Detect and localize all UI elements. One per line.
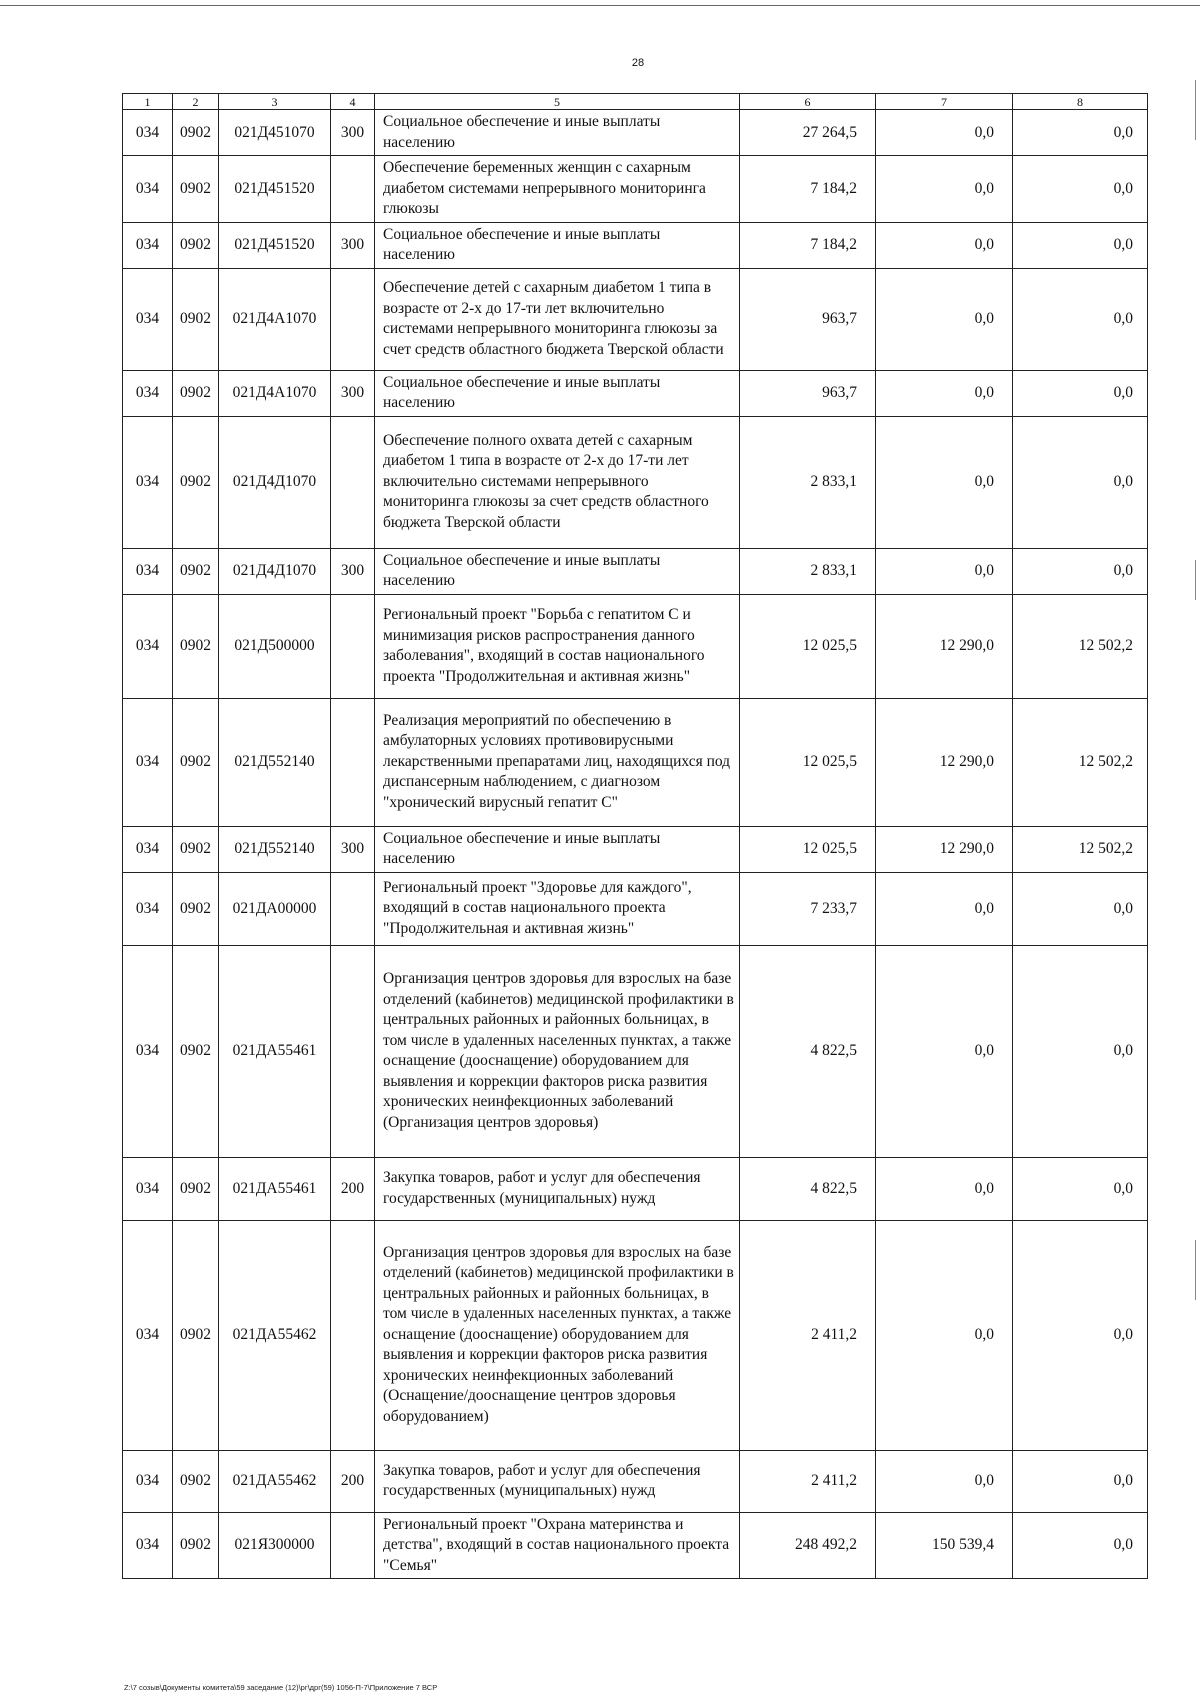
amount-col6-cell: 963,7 <box>740 268 876 370</box>
section-code-cell: 0902 <box>173 1220 219 1450</box>
section-code-cell: 0902 <box>173 222 219 268</box>
header-cell-5: 5 <box>375 94 740 110</box>
target-article-cell: 021ДА55461 <box>219 945 331 1157</box>
admin-code-cell: 034 <box>123 268 173 370</box>
amount-col6-cell: 4 822,5 <box>740 945 876 1157</box>
description-cell: Обеспечение полного охвата детей с сахарным диабетом 1 типа в возрасте от 2-х до 17-ти лет включительно системами непрерывного мониторинга глюкозы за счет средств областного бюджета Тверской области <box>375 416 740 548</box>
table-row <box>123 1512 1148 1579</box>
amount-col7-cell: 0,0 <box>876 1220 1013 1450</box>
admin-code-cell: 034 <box>123 1512 173 1579</box>
header-cell-1: 1 <box>123 94 173 110</box>
table-row <box>123 945 1148 1157</box>
target-article-cell: 021Д552140 <box>219 826 331 872</box>
table-row <box>123 222 1148 268</box>
expense-type-cell: 200 <box>331 1450 375 1512</box>
amount-col7-cell: 0,0 <box>876 945 1013 1157</box>
section-code-cell: 0902 <box>173 416 219 548</box>
section-code-cell: 0902 <box>173 594 219 698</box>
scan-edge-mark <box>1195 560 1196 600</box>
amount-col6-cell: 7 184,2 <box>740 222 876 268</box>
expense-type-cell: 300 <box>331 548 375 594</box>
expense-type-cell <box>331 872 375 945</box>
section-code-cell: 0902 <box>173 945 219 1157</box>
table-row <box>123 370 1148 416</box>
description-cell: Региональный проект "Здоровье для каждого", входящий в состав национального проекта "Продолжительная и активная жизнь" <box>375 872 740 945</box>
target-article-cell: 021ДА55461 <box>219 1157 331 1220</box>
description-cell: Закупка товаров, работ и услуг для обеспечения государственных (муниципальных) нужд <box>375 1450 740 1512</box>
amount-col8-cell: 0,0 <box>1013 156 1148 223</box>
admin-code-cell: 034 <box>123 872 173 945</box>
description-cell: Социальное обеспечение и иные выплаты населению <box>375 110 740 156</box>
expense-type-cell <box>331 945 375 1157</box>
amount-col8-cell: 0,0 <box>1013 222 1148 268</box>
amount-col6-cell: 2 411,2 <box>740 1450 876 1512</box>
table-row <box>123 156 1148 223</box>
admin-code-cell: 034 <box>123 1157 173 1220</box>
amount-col7-cell: 12 290,0 <box>876 826 1013 872</box>
admin-code-cell: 034 <box>123 416 173 548</box>
amount-col6-cell: 4 822,5 <box>740 1157 876 1220</box>
header-cell-3: 3 <box>219 94 331 110</box>
amount-col7-cell: 0,0 <box>876 222 1013 268</box>
section-code-cell: 0902 <box>173 826 219 872</box>
amount-col6-cell: 12 025,5 <box>740 698 876 826</box>
scan-edge-mark <box>1195 80 1196 140</box>
amount-col6-cell: 27 264,5 <box>740 110 876 156</box>
target-article-cell: 021Д451520 <box>219 222 331 268</box>
target-article-cell: 021Я300000 <box>219 1512 331 1579</box>
table-row <box>123 872 1148 945</box>
amount-col8-cell: 0,0 <box>1013 1220 1148 1450</box>
description-cell: Региональный проект "Борьба с гепатитом С и минимизация рисков распространения данного заболевания", входящий в состав национального проекта "Продолжительная и активная жизнь" <box>375 594 740 698</box>
admin-code-cell: 034 <box>123 222 173 268</box>
section-code-cell: 0902 <box>173 370 219 416</box>
description-cell: Реализация мероприятий по обеспечению в амбулаторных условиях противовирусными лекарственными препаратами лиц, находящихся под диспансерным наблюдением, с диагнозом "хронический вирусный гепатит С" <box>375 698 740 826</box>
target-article-cell: 021Д4А1070 <box>219 268 331 370</box>
amount-col8-cell: 0,0 <box>1013 1512 1148 1579</box>
description-cell: Организация центров здоровья для взрослых на базе отделений (кабинетов) медицинской профилактики в центральных районных и районных больницах, в том числе в удаленных населенных пунктах, а также оснащение (дооснащение) оборудованием для выявления и коррекции факторов риска развития хронических неинфекционных заболеваний (Организация центров здоровья) <box>375 945 740 1157</box>
expense-type-cell: 200 <box>331 1157 375 1220</box>
expense-type-cell: 300 <box>331 370 375 416</box>
amount-col6-cell: 2 833,1 <box>740 548 876 594</box>
description-cell: Региональный проект "Охрана материнства и детства", входящий в состав национального проекта "Семья" <box>375 1512 740 1579</box>
target-article-cell: 021Д4Д1070 <box>219 416 331 548</box>
target-article-cell: 021ДА55462 <box>219 1220 331 1450</box>
target-article-cell: 021Д451520 <box>219 156 331 223</box>
admin-code-cell: 034 <box>123 594 173 698</box>
amount-col8-cell: 12 502,2 <box>1013 594 1148 698</box>
amount-col7-cell: 0,0 <box>876 1450 1013 1512</box>
section-code-cell: 0902 <box>173 1512 219 1579</box>
amount-col8-cell: 0,0 <box>1013 872 1148 945</box>
target-article-cell: 021Д552140 <box>219 698 331 826</box>
amount-col7-cell: 0,0 <box>876 268 1013 370</box>
admin-code-cell: 034 <box>123 110 173 156</box>
table-row <box>123 1450 1148 1512</box>
amount-col6-cell: 2 411,2 <box>740 1220 876 1450</box>
amount-col8-cell: 0,0 <box>1013 548 1148 594</box>
amount-col8-cell: 12 502,2 <box>1013 826 1148 872</box>
section-code-cell: 0902 <box>173 156 219 223</box>
amount-col7-cell: 12 290,0 <box>876 698 1013 826</box>
header-cell-7: 7 <box>876 94 1013 110</box>
admin-code-cell: 034 <box>123 1220 173 1450</box>
table-row <box>123 268 1148 370</box>
admin-code-cell: 034 <box>123 1450 173 1512</box>
amount-col8-cell: 0,0 <box>1013 110 1148 156</box>
target-article-cell: 021Д4А1070 <box>219 370 331 416</box>
expense-type-cell: 300 <box>331 826 375 872</box>
table-row <box>123 1157 1148 1220</box>
table-row <box>123 594 1148 698</box>
amount-col7-cell: 0,0 <box>876 872 1013 945</box>
admin-code-cell: 034 <box>123 156 173 223</box>
target-article-cell: 021ДА55462 <box>219 1450 331 1512</box>
description-cell: Обеспечение детей с сахарным диабетом 1 типа в возрасте от 2-х до 17-ти лет включительно системами непрерывного мониторинга глюкозы за счет средств областного бюджета Тверской области <box>375 268 740 370</box>
amount-col6-cell: 7 233,7 <box>740 872 876 945</box>
expense-type-cell <box>331 156 375 223</box>
description-cell: Социальное обеспечение и иные выплаты населению <box>375 826 740 872</box>
scan-edge-mark <box>1195 1240 1196 1300</box>
expense-type-cell <box>331 594 375 698</box>
table-row <box>123 698 1148 826</box>
table-row <box>123 416 1148 548</box>
header-row <box>123 94 1148 110</box>
amount-col6-cell: 2 833,1 <box>740 416 876 548</box>
target-article-cell: 021Д451070 <box>219 110 331 156</box>
top-rule <box>0 5 1200 6</box>
table-row <box>123 1220 1148 1450</box>
amount-col8-cell: 0,0 <box>1013 1157 1148 1220</box>
admin-code-cell: 034 <box>123 698 173 826</box>
section-code-cell: 0902 <box>173 548 219 594</box>
section-code-cell: 0902 <box>173 1450 219 1512</box>
target-article-cell: 021Д500000 <box>219 594 331 698</box>
admin-code-cell: 034 <box>123 945 173 1157</box>
amount-col7-cell: 0,0 <box>876 1157 1013 1220</box>
amount-col7-cell: 0,0 <box>876 370 1013 416</box>
section-code-cell: 0902 <box>173 268 219 370</box>
amount-col6-cell: 12 025,5 <box>740 826 876 872</box>
section-code-cell: 0902 <box>173 1157 219 1220</box>
table-body <box>123 110 1148 1579</box>
expense-type-cell <box>331 1220 375 1450</box>
amount-col8-cell: 0,0 <box>1013 370 1148 416</box>
table-row <box>123 548 1148 594</box>
page-number: 28 <box>631 57 645 69</box>
target-article-cell: 021Д4Д1070 <box>219 548 331 594</box>
header-cell-2: 2 <box>173 94 219 110</box>
amount-col8-cell: 0,0 <box>1013 268 1148 370</box>
expense-type-cell <box>331 268 375 370</box>
expense-type-cell <box>331 1512 375 1579</box>
header-cell-4: 4 <box>331 94 375 110</box>
description-cell: Социальное обеспечение и иные выплаты населению <box>375 370 740 416</box>
section-code-cell: 0902 <box>173 110 219 156</box>
table-row <box>123 826 1148 872</box>
expense-type-cell: 300 <box>331 222 375 268</box>
description-cell: Закупка товаров, работ и услуг для обеспечения государственных (муниципальных) нужд <box>375 1157 740 1220</box>
description-cell: Социальное обеспечение и иные выплаты населению <box>375 548 740 594</box>
description-cell: Обеспечение беременных женщин с сахарным диабетом системами непрерывного мониторинга глюкозы <box>375 156 740 223</box>
amount-col7-cell: 150 539,4 <box>876 1512 1013 1579</box>
budget-table <box>122 93 1148 1579</box>
amount-col6-cell: 248 492,2 <box>740 1512 876 1579</box>
admin-code-cell: 034 <box>123 370 173 416</box>
section-code-cell: 0902 <box>173 872 219 945</box>
amount-col8-cell: 0,0 <box>1013 416 1148 548</box>
header-cell-8: 8 <box>1013 94 1148 110</box>
target-article-cell: 021ДА00000 <box>219 872 331 945</box>
amount-col7-cell: 0,0 <box>876 548 1013 594</box>
amount-col8-cell: 0,0 <box>1013 1450 1148 1512</box>
amount-col7-cell: 12 290,0 <box>876 594 1013 698</box>
admin-code-cell: 034 <box>123 548 173 594</box>
amount-col6-cell: 12 025,5 <box>740 594 876 698</box>
amount-col7-cell: 0,0 <box>876 110 1013 156</box>
amount-col7-cell: 0,0 <box>876 156 1013 223</box>
expense-type-cell <box>331 416 375 548</box>
expense-type-cell: 300 <box>331 110 375 156</box>
table-row <box>123 110 1148 156</box>
amount-col8-cell: 12 502,2 <box>1013 698 1148 826</box>
amount-col6-cell: 7 184,2 <box>740 156 876 223</box>
amount-col6-cell: 963,7 <box>740 370 876 416</box>
admin-code-cell: 034 <box>123 826 173 872</box>
description-cell: Социальное обеспечение и иные выплаты населению <box>375 222 740 268</box>
section-code-cell: 0902 <box>173 698 219 826</box>
expense-type-cell <box>331 698 375 826</box>
header-cell-6: 6 <box>740 94 876 110</box>
amount-col7-cell: 0,0 <box>876 416 1013 548</box>
description-cell: Организация центров здоровья для взрослых на базе отделений (кабинетов) медицинской профилактики в центральных районных и районных больницах, в том числе в удаленных населенных пунктах, а также оснащение (дооснащение) оборудованием для выявления и коррекции факторов риска развития хронических неинфекционных заболеваний (Оснащение/дооснащение центров здоровья оборудованием) <box>375 1220 740 1450</box>
amount-col8-cell: 0,0 <box>1013 945 1148 1157</box>
footer-file-path: Z:\7 созыв\Документы комитета\59 заседание (12)\рг\дрг(59) 1056-П-7\Приложение 7 ВСР <box>124 1683 438 1692</box>
